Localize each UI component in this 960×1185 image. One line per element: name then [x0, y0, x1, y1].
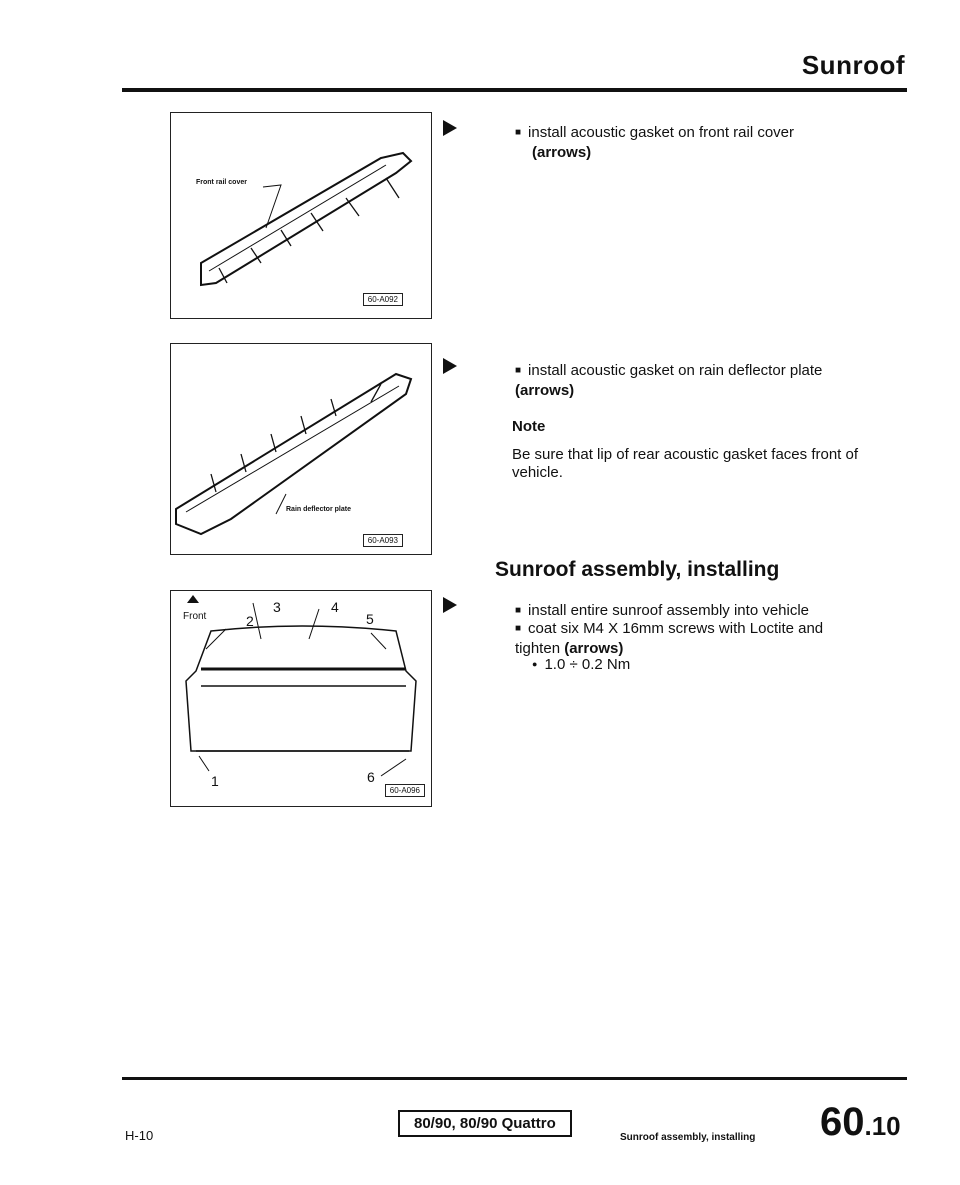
- note-heading: Note: [512, 418, 546, 435]
- sunroof-assembly-illustration: [171, 591, 431, 806]
- torque-spec: [532, 656, 630, 675]
- callout-4: 4: [331, 599, 339, 615]
- page-number-minor: .10: [864, 1111, 901, 1141]
- front-rail-cover-illustration: [171, 113, 431, 318]
- step-1-emph: (arrows): [532, 144, 592, 161]
- model-box: 80/90, 80/90 Quattro: [398, 1110, 572, 1137]
- page-number: [820, 1100, 901, 1145]
- rain-deflector-label: Rain deflector plate: [286, 506, 351, 513]
- step-3-text: ■ install entire sunroof assembly into vehicle: [515, 602, 809, 619]
- rain-deflector-illustration: [171, 344, 431, 554]
- figure-rain-deflector-plate: [170, 343, 432, 555]
- step-4-emph: (arrows): [564, 640, 624, 657]
- callout-1: 1: [211, 773, 219, 789]
- header-rule: [122, 88, 907, 92]
- step-4-text: ■ coat six M4 X 16mm screws with Loctite and tighten: [515, 620, 823, 657]
- callout-2: 2: [246, 613, 254, 629]
- figure-code: 60-A096: [385, 784, 425, 797]
- footer-rule: [122, 1077, 907, 1080]
- step-3: [515, 602, 875, 622]
- step-2-text: ■ install acoustic gasket on rain deflector plate: [515, 362, 822, 379]
- callout-5: 5: [366, 611, 374, 627]
- note-text: Be sure that lip of rear acoustic gasket faces front of vehicle.: [512, 446, 859, 481]
- page-ref: H-10: [125, 1128, 154, 1143]
- figure-code: 60-A093: [363, 534, 403, 547]
- step-arrow: [443, 120, 457, 136]
- front-rail-cover-label: Front rail cover: [196, 179, 247, 186]
- torque-spec-text: ● 1.0 ÷ 0.2 Nm: [532, 656, 630, 673]
- figure-front-rail-cover: [170, 112, 432, 319]
- step-1-text: ■ install acoustic gasket on front rail cover: [515, 124, 794, 141]
- callout-3: 3: [273, 599, 281, 615]
- front-label: Front: [183, 611, 207, 622]
- page-title: Sunroof: [801, 50, 905, 80]
- step-2-emph: (arrows): [515, 382, 575, 399]
- page-number-major: 60: [820, 1100, 865, 1144]
- figure-sunroof-assembly: [170, 590, 432, 807]
- step-2: [515, 362, 830, 400]
- step-arrow: [443, 597, 457, 613]
- step-1: [515, 124, 855, 162]
- callout-6: 6: [367, 769, 375, 785]
- section-heading: Sunroof assembly, installing: [495, 558, 780, 581]
- step-arrow: [443, 358, 457, 374]
- step-4: [515, 620, 835, 658]
- figure-code: 60-A092: [363, 293, 403, 306]
- footer-section: Sunroof assembly, installing: [620, 1132, 756, 1143]
